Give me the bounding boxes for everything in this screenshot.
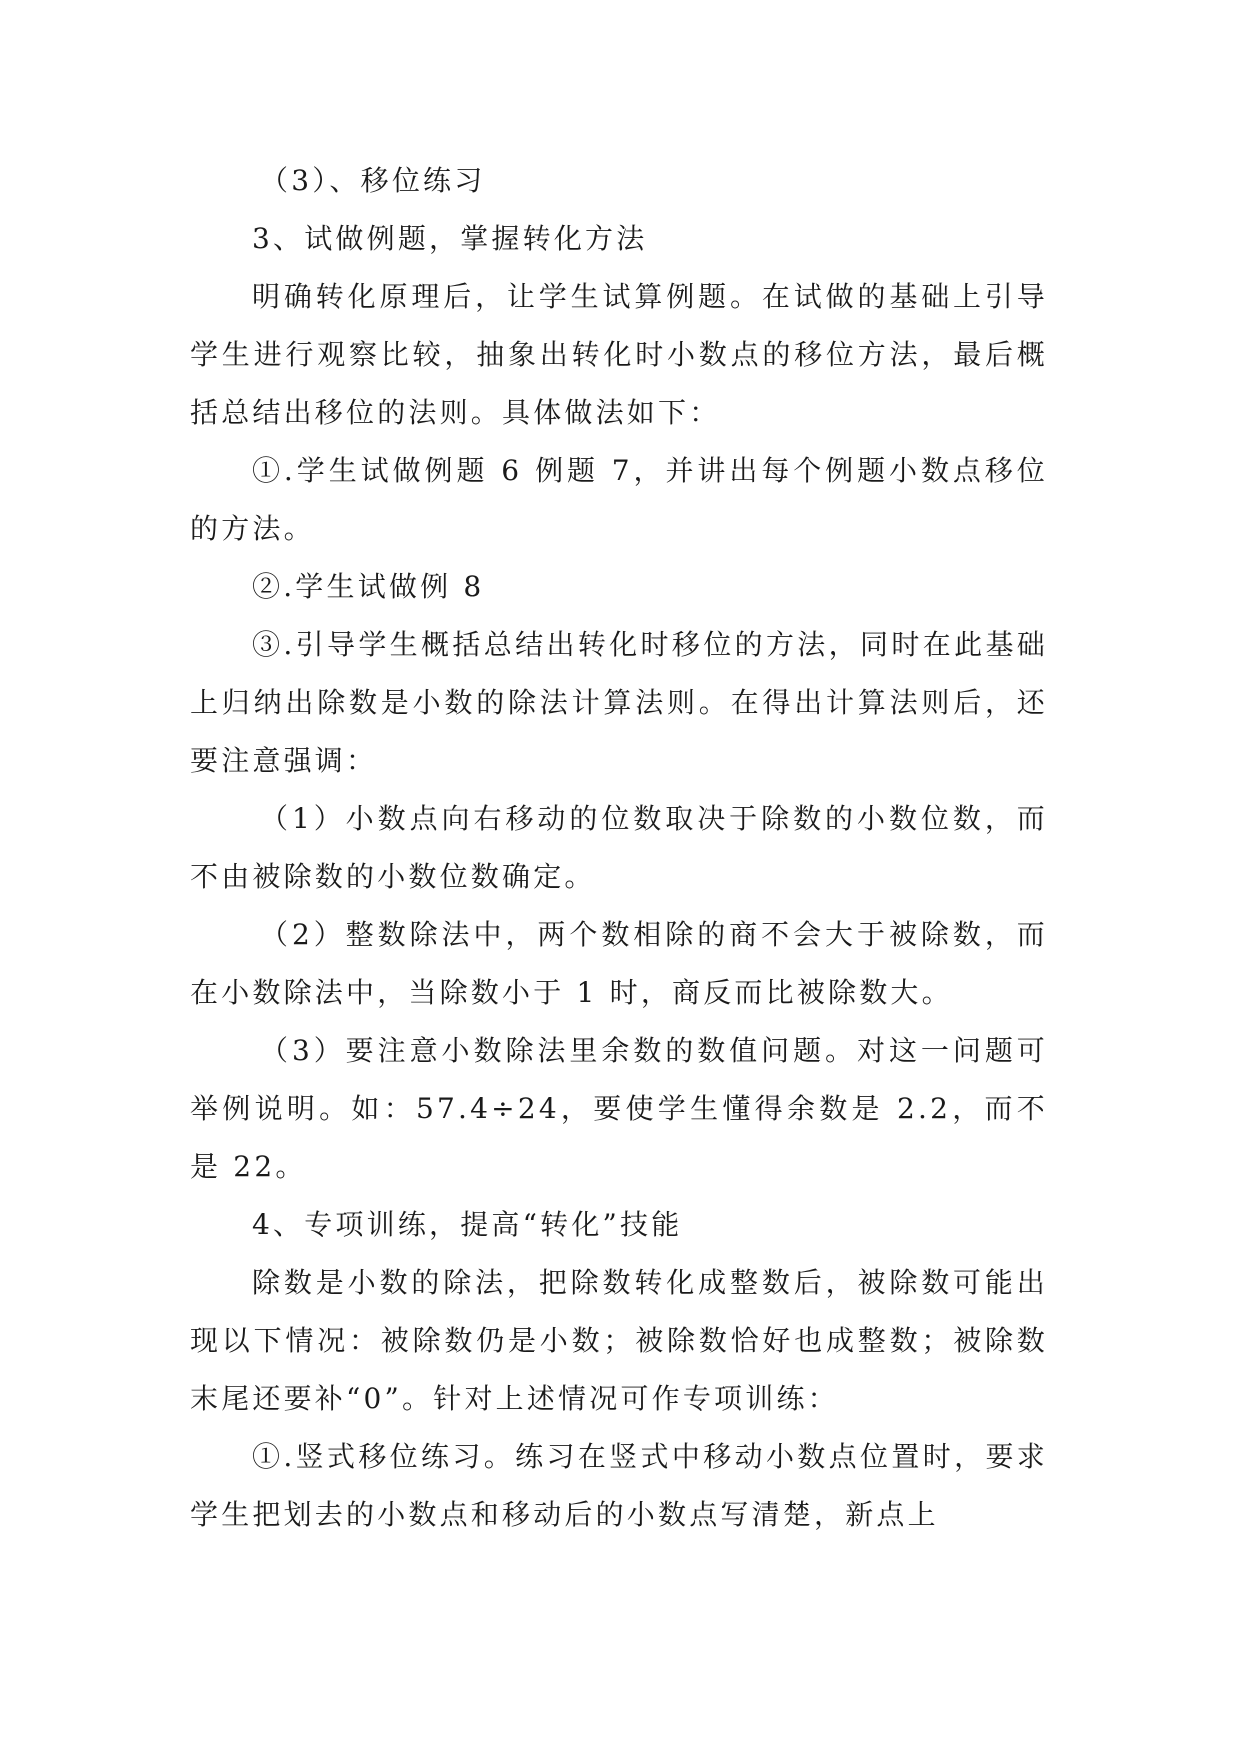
list-item-vertical-shift: ①.竖式移位练习。练习在竖式中移动小数点位置时，要求学生把划去的小数点和移动后的小数点写清楚，新点上 xyxy=(190,1440,1048,1531)
note-item-3: （3）要注意小数除法里余数的数值问题。对这一问题可举例说明。如：57.4÷24，要使学生懂得余数是 2.2，而不是 22。 xyxy=(190,1034,1048,1183)
section-heading-3: 3、试做例题，掌握转化方法 xyxy=(252,222,648,255)
list-item-2: ②.学生试做例 8 xyxy=(252,570,485,603)
document-body xyxy=(190,152,1048,1544)
list-item-1: ①.学生试做例题 6 例题 7，并讲出每个例题小数点移位的方法。 xyxy=(190,454,1048,545)
subheading-shift-practice: （3）、移位练习 xyxy=(260,164,486,197)
paragraph-special-training: 除数是小数的除法，把除数转化成整数后，被除数可能出现以下情况：被除数仍是小数；被除数恰好也成整数；被除数末尾还要补“0”。针对上述情况可作专项训练： xyxy=(190,1266,1048,1415)
list-item-3: ③.引导学生概括总结出转化时移位的方法，同时在此基础上归纳出除数是小数的除法计算法则。在得出计算法则后，还要注意强调： xyxy=(190,628,1048,777)
paragraph-conversion-principle: 明确转化原理后，让学生试算例题。在试做的基础上引导学生进行观察比较，抽象出转化时小数点的移位方法，最后概括总结出移位的法则。具体做法如下： xyxy=(190,280,1048,429)
note-item-2: （2）整数除法中，两个数相除的商不会大于被除数，而在小数除法中，当除数小于 1 时，商反而比被除数大。 xyxy=(190,918,1048,1009)
note-item-1: （1）小数点向右移动的位数取决于除数的小数位数，而不由被除数的小数位数确定。 xyxy=(190,802,1048,893)
section-heading-4: 4、专项训练，提高“转化”技能 xyxy=(252,1208,683,1241)
